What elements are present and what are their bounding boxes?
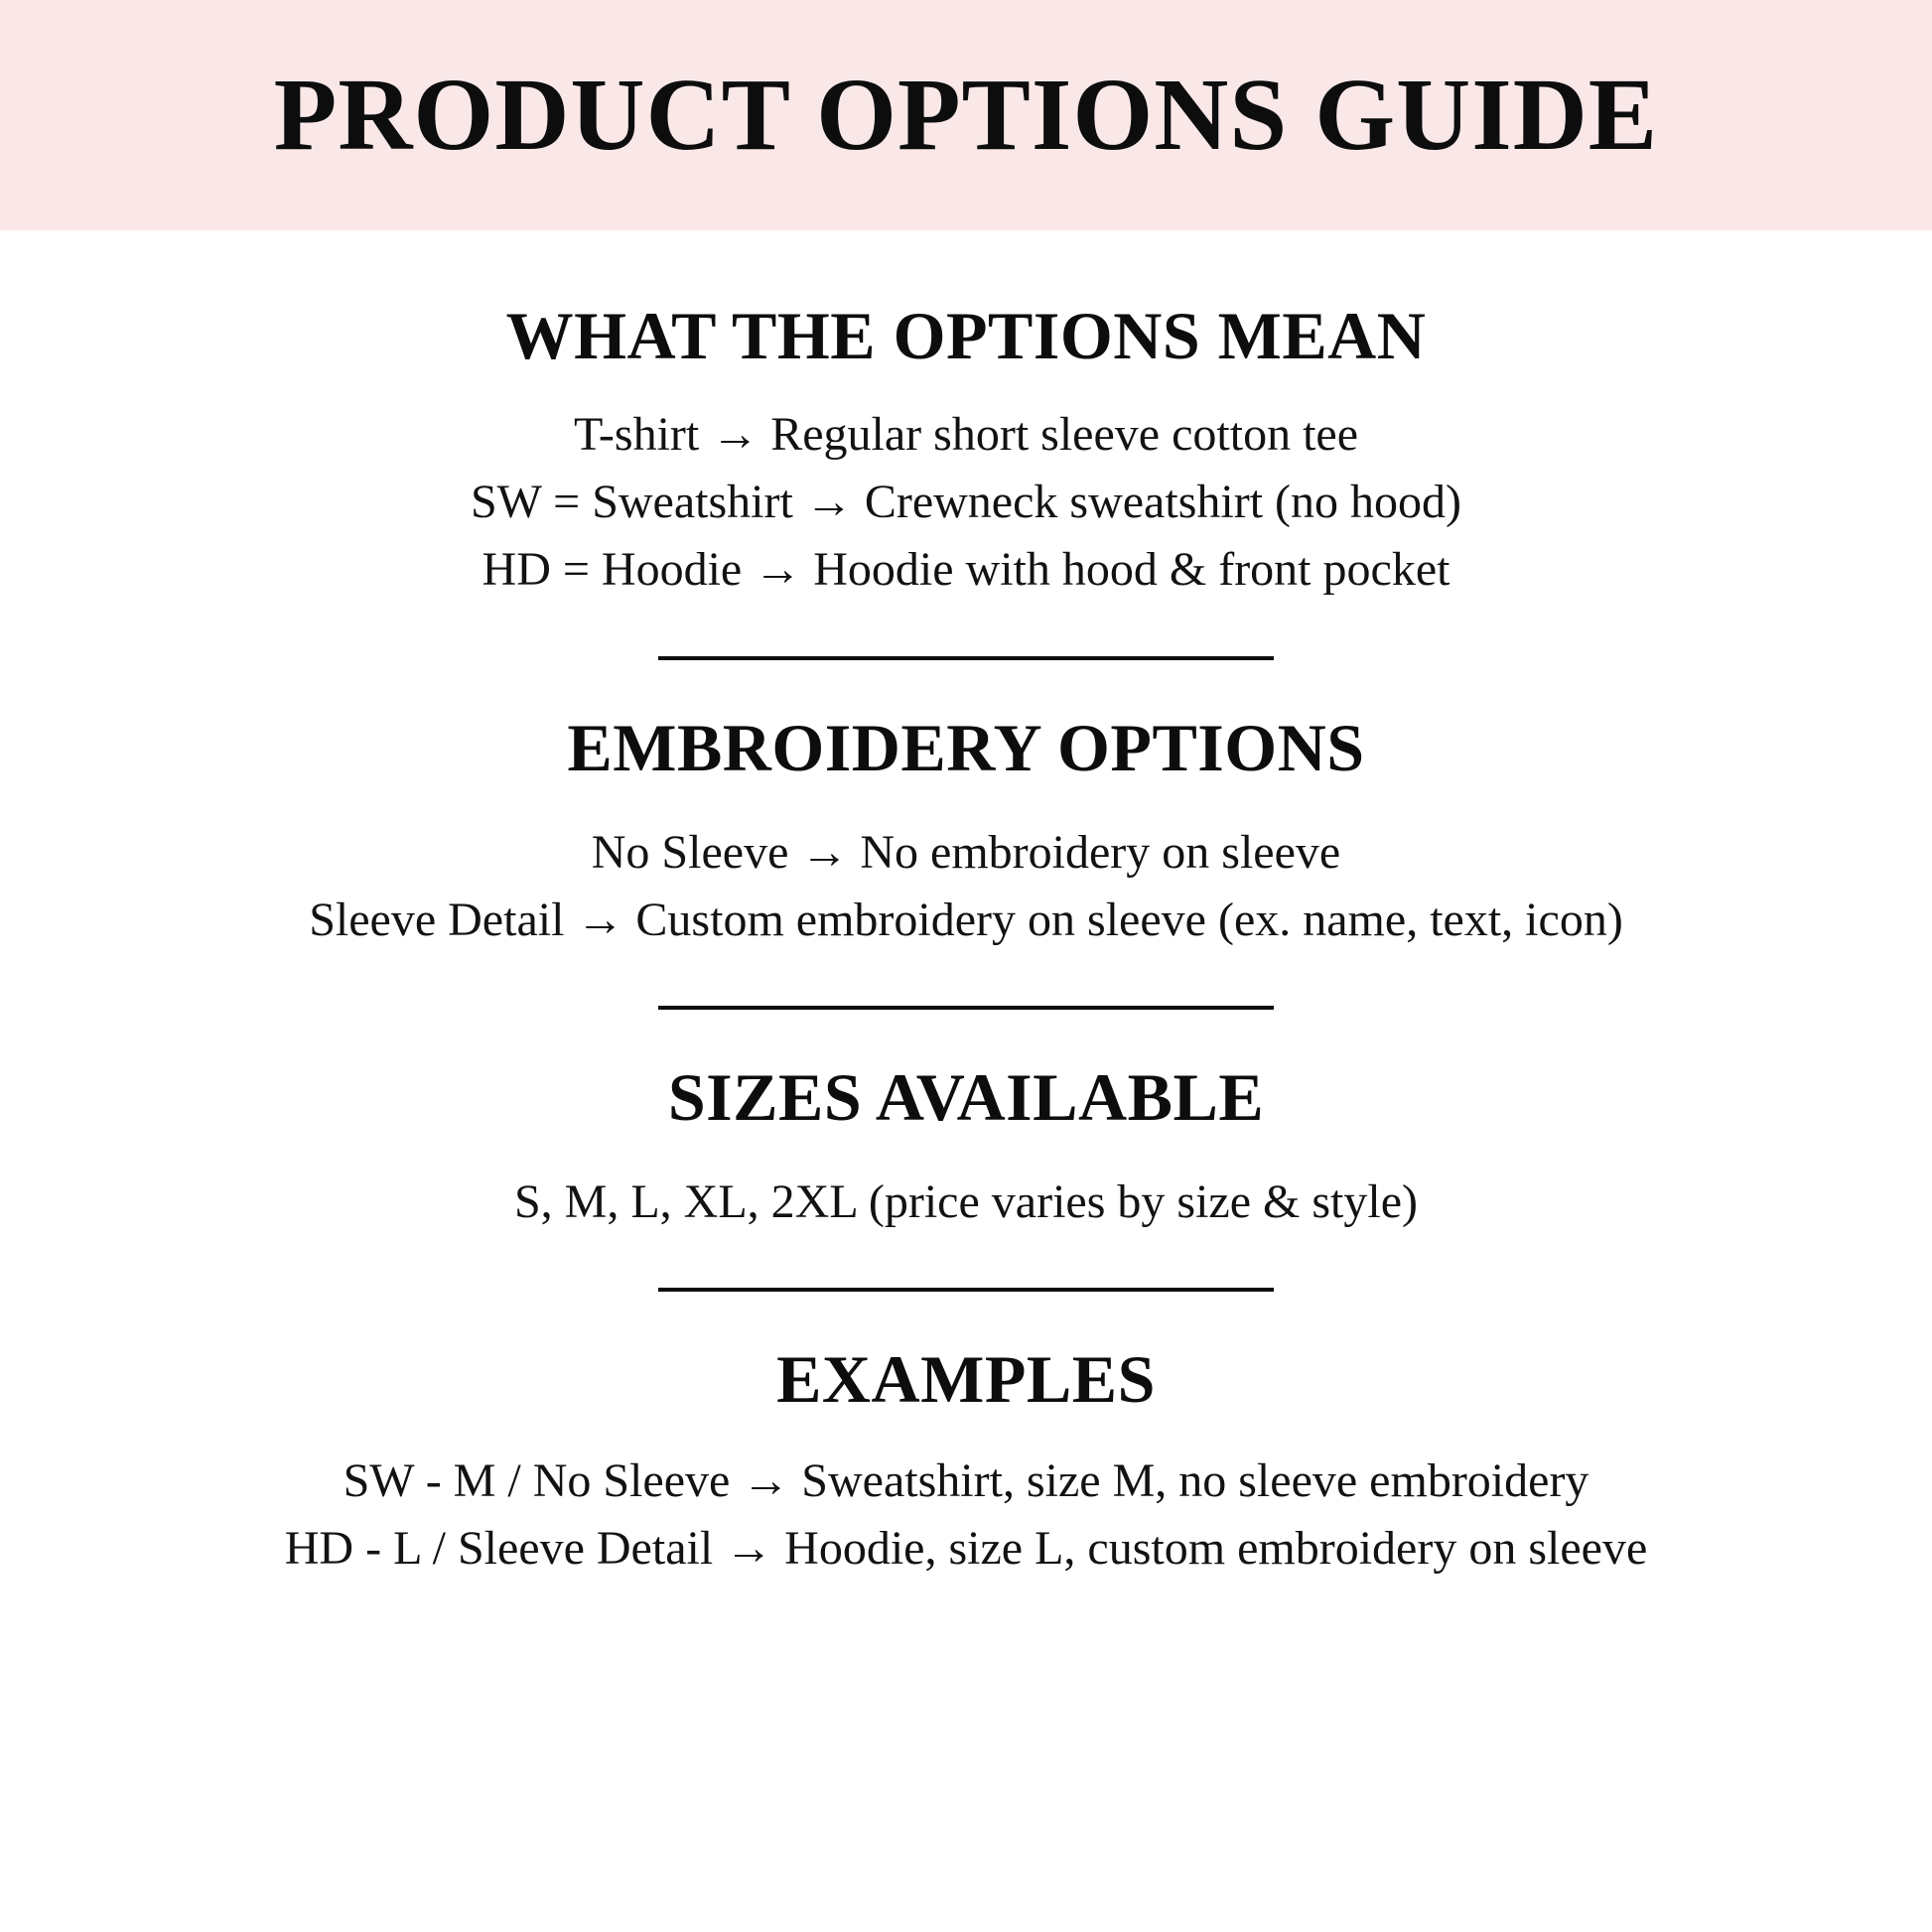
section-heading-embroidery: EMBROIDERY OPTIONS: [567, 709, 1365, 785]
page-title: PRODUCT OPTIONS GUIDE: [273, 58, 1659, 172]
example-line-hoodie: HD - L / Sleeve Detail → Hoodie, size L, custom embroidery on sleeve: [284, 1521, 1648, 1575]
divider-2: [658, 1006, 1274, 1010]
section-what-the-options-mean: [0, 286, 1932, 605]
section-embroidery-options: [0, 710, 1932, 954]
section-heading-examples: EXAMPLES: [776, 1341, 1156, 1418]
section-sizes-available: [0, 1059, 1932, 1236]
section-heading-sizes: SIZES AVAILABLE: [667, 1059, 1265, 1136]
guide-content: [0, 230, 1932, 1932]
embroidery-line-sleeve-detail: Sleeve Detail → Custom embroidery on sleeve (ex. name, text, icon): [309, 893, 1623, 946]
divider-1: [658, 656, 1274, 660]
divider-2-wrap: [0, 954, 1932, 1059]
options-line-tshirt: T-shirt → Regular short sleeve cotton tee: [573, 408, 1359, 462]
sizes-line: S, M, L, XL, 2XL (price varies by size & style): [513, 1175, 1418, 1229]
embroidery-line-no-sleeve: No Sleeve → No embroidery on sleeve: [591, 825, 1341, 879]
divider-3-wrap: [0, 1236, 1932, 1341]
section-heading-options: WHAT THE OPTIONS MEAN: [505, 298, 1427, 373]
options-line-hoodie: HD = Hoodie → Hoodie with hood & front pocket: [482, 543, 1450, 597]
header-banner: [0, 0, 1932, 230]
options-line-sweatshirt: SW = Sweatshirt → Crewneck sweatshirt (no hood): [470, 476, 1461, 529]
divider-1-wrap: [0, 605, 1932, 710]
example-line-sweatshirt: SW - M / No Sleeve → Sweatshirt, size M, no sleeve embroidery: [343, 1453, 1589, 1507]
divider-3: [658, 1288, 1274, 1292]
section-examples: [0, 1341, 1932, 1582]
